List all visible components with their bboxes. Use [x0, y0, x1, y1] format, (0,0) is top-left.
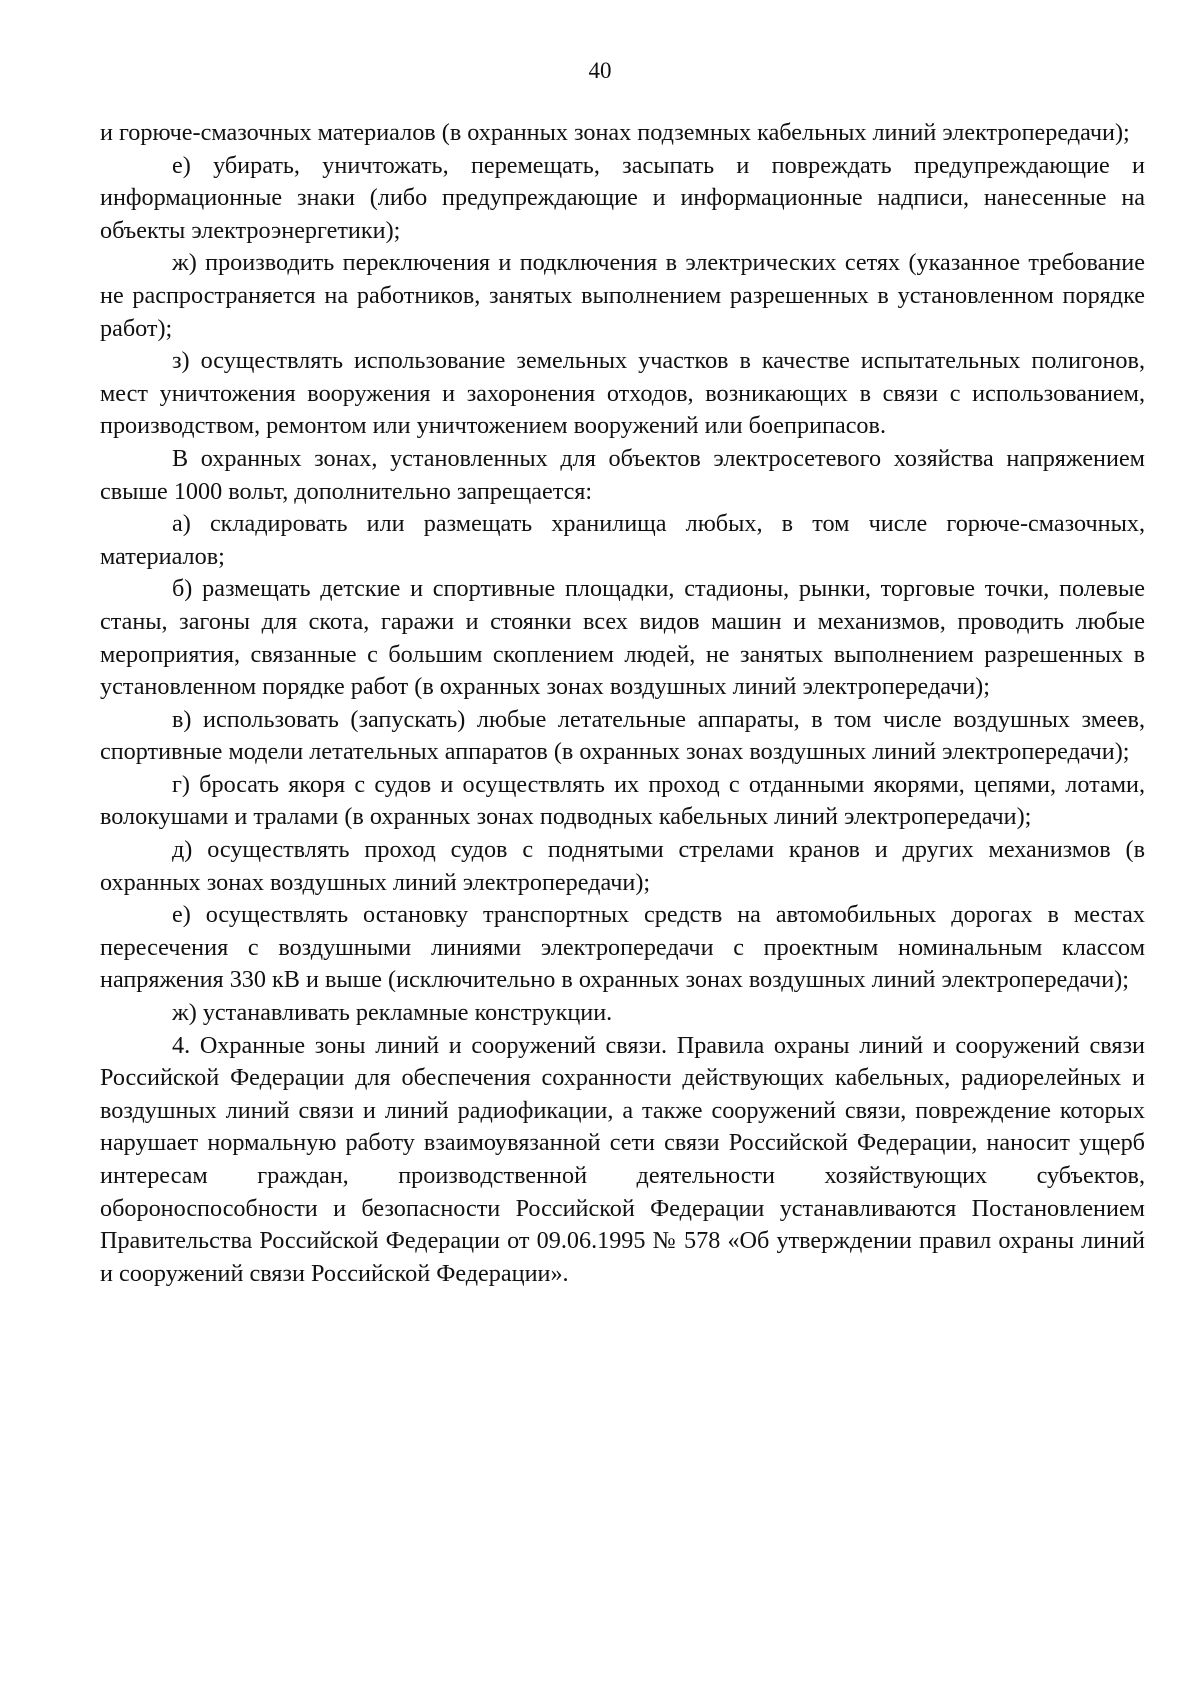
paragraph-item-d: д) осуществлять проход судов с поднятыми стрелами кранов и других механизмов (в охранных зонах воздушных линий электропередачи);: [100, 836, 1145, 896]
paragraph-item-v: в) использовать (запускать) любые летательные аппараты, в том числе воздушных змеев, спортивные модели летательных аппаратов (в охранных зонах воздушных линий электропередачи);: [100, 705, 1145, 766]
paragraph-item-zh2: ж) устанавливать рекламные конструкции.: [172, 999, 613, 1027]
paragraph-section-4: 4. Охранные зоны линий и сооружений связи. Правила охраны линий и сооружений связи Российской Федерации для обеспечения сохранности действующих кабельных, радиорелейных и воздушных линий связи и линий радиофикации, а также сооружений связи, повреждение которых нарушает нормальную работу взаимоувязанной сети связи Российской Федерации, наносит ущерб интересам граждан, производственной деятельности хозяйствующих субъектов, обороноспособности и безопасности Российской Федерации устанавливаются Постановлением Правительства Российской Федерации от 09.06.1995 № 578 «Об утверждении правил охраны линий и сооружений связи Российской Федерации».: [100, 1031, 1145, 1287]
page-number: 40: [588, 58, 612, 83]
paragraph-item-e2: е) осуществлять остановку транспортных средств на автомобильных дорогах в местах пересечения с воздушными линиями электропередачи с проектным номинальным классом напряжения 330 кВ и выше (исключительно в охранных зонах воздушных линий электропередачи);: [100, 901, 1145, 994]
paragraph-item-z: з) осуществлять использование земельных участков в качестве испытательных полигонов, мест уничтожения вооружения и захоронения отходов, возникающих в связи с использованием, производством, ремонтом или уничтожением вооружений или боеприпасов.: [100, 347, 1145, 440]
paragraph-item-g: г) бросать якоря с судов и осуществлять их проход с отданными якорями, цепями, лотами, волокушами и тралами (в охранных зонах подводных кабельных линий электропередачи);: [100, 770, 1145, 831]
paragraph-item-a: а) складировать или размещать хранилища любых, в том числе горюче-смазочных, материалов;: [100, 510, 1145, 570]
paragraph-item-e: е) убирать, уничтожать, перемещать, засыпать и повреждать предупреждающие и информационные знаки (либо предупреждающие и информационные надписи, нанесенные на объекты электроэнергетики);: [100, 151, 1145, 244]
paragraph-item-zh: ж) производить переключения и подключения в электрических сетях (указанное требование не распространяется на работников, занятых выполнением разрешенных в установленном порядке работ);: [100, 249, 1145, 342]
paragraph-continuation: и горюче-смазочных материалов (в охранных зонах подземных кабельных линий электропередачи);: [100, 119, 1130, 146]
paragraph-high-voltage-intro: В охранных зонах, установленных для объектов электросетевого хозяйства напряжением свыше 1000 вольт, дополнительно запрещается:: [100, 444, 1145, 505]
body-text: [100, 117, 1145, 1290]
paragraph-item-b: б) размещать детские и спортивные площадки, стадионы, рынки, торговые точки, полевые станы, загоны для скота, гаражи и стоянки всех видов машин и механизмов, проводить любые мероприятия, связанные с большим скоплением людей, не занятых выполнением разрешенных в установленном порядке работ (в охранных зонах воздушных линий электропередачи);: [100, 575, 1145, 701]
